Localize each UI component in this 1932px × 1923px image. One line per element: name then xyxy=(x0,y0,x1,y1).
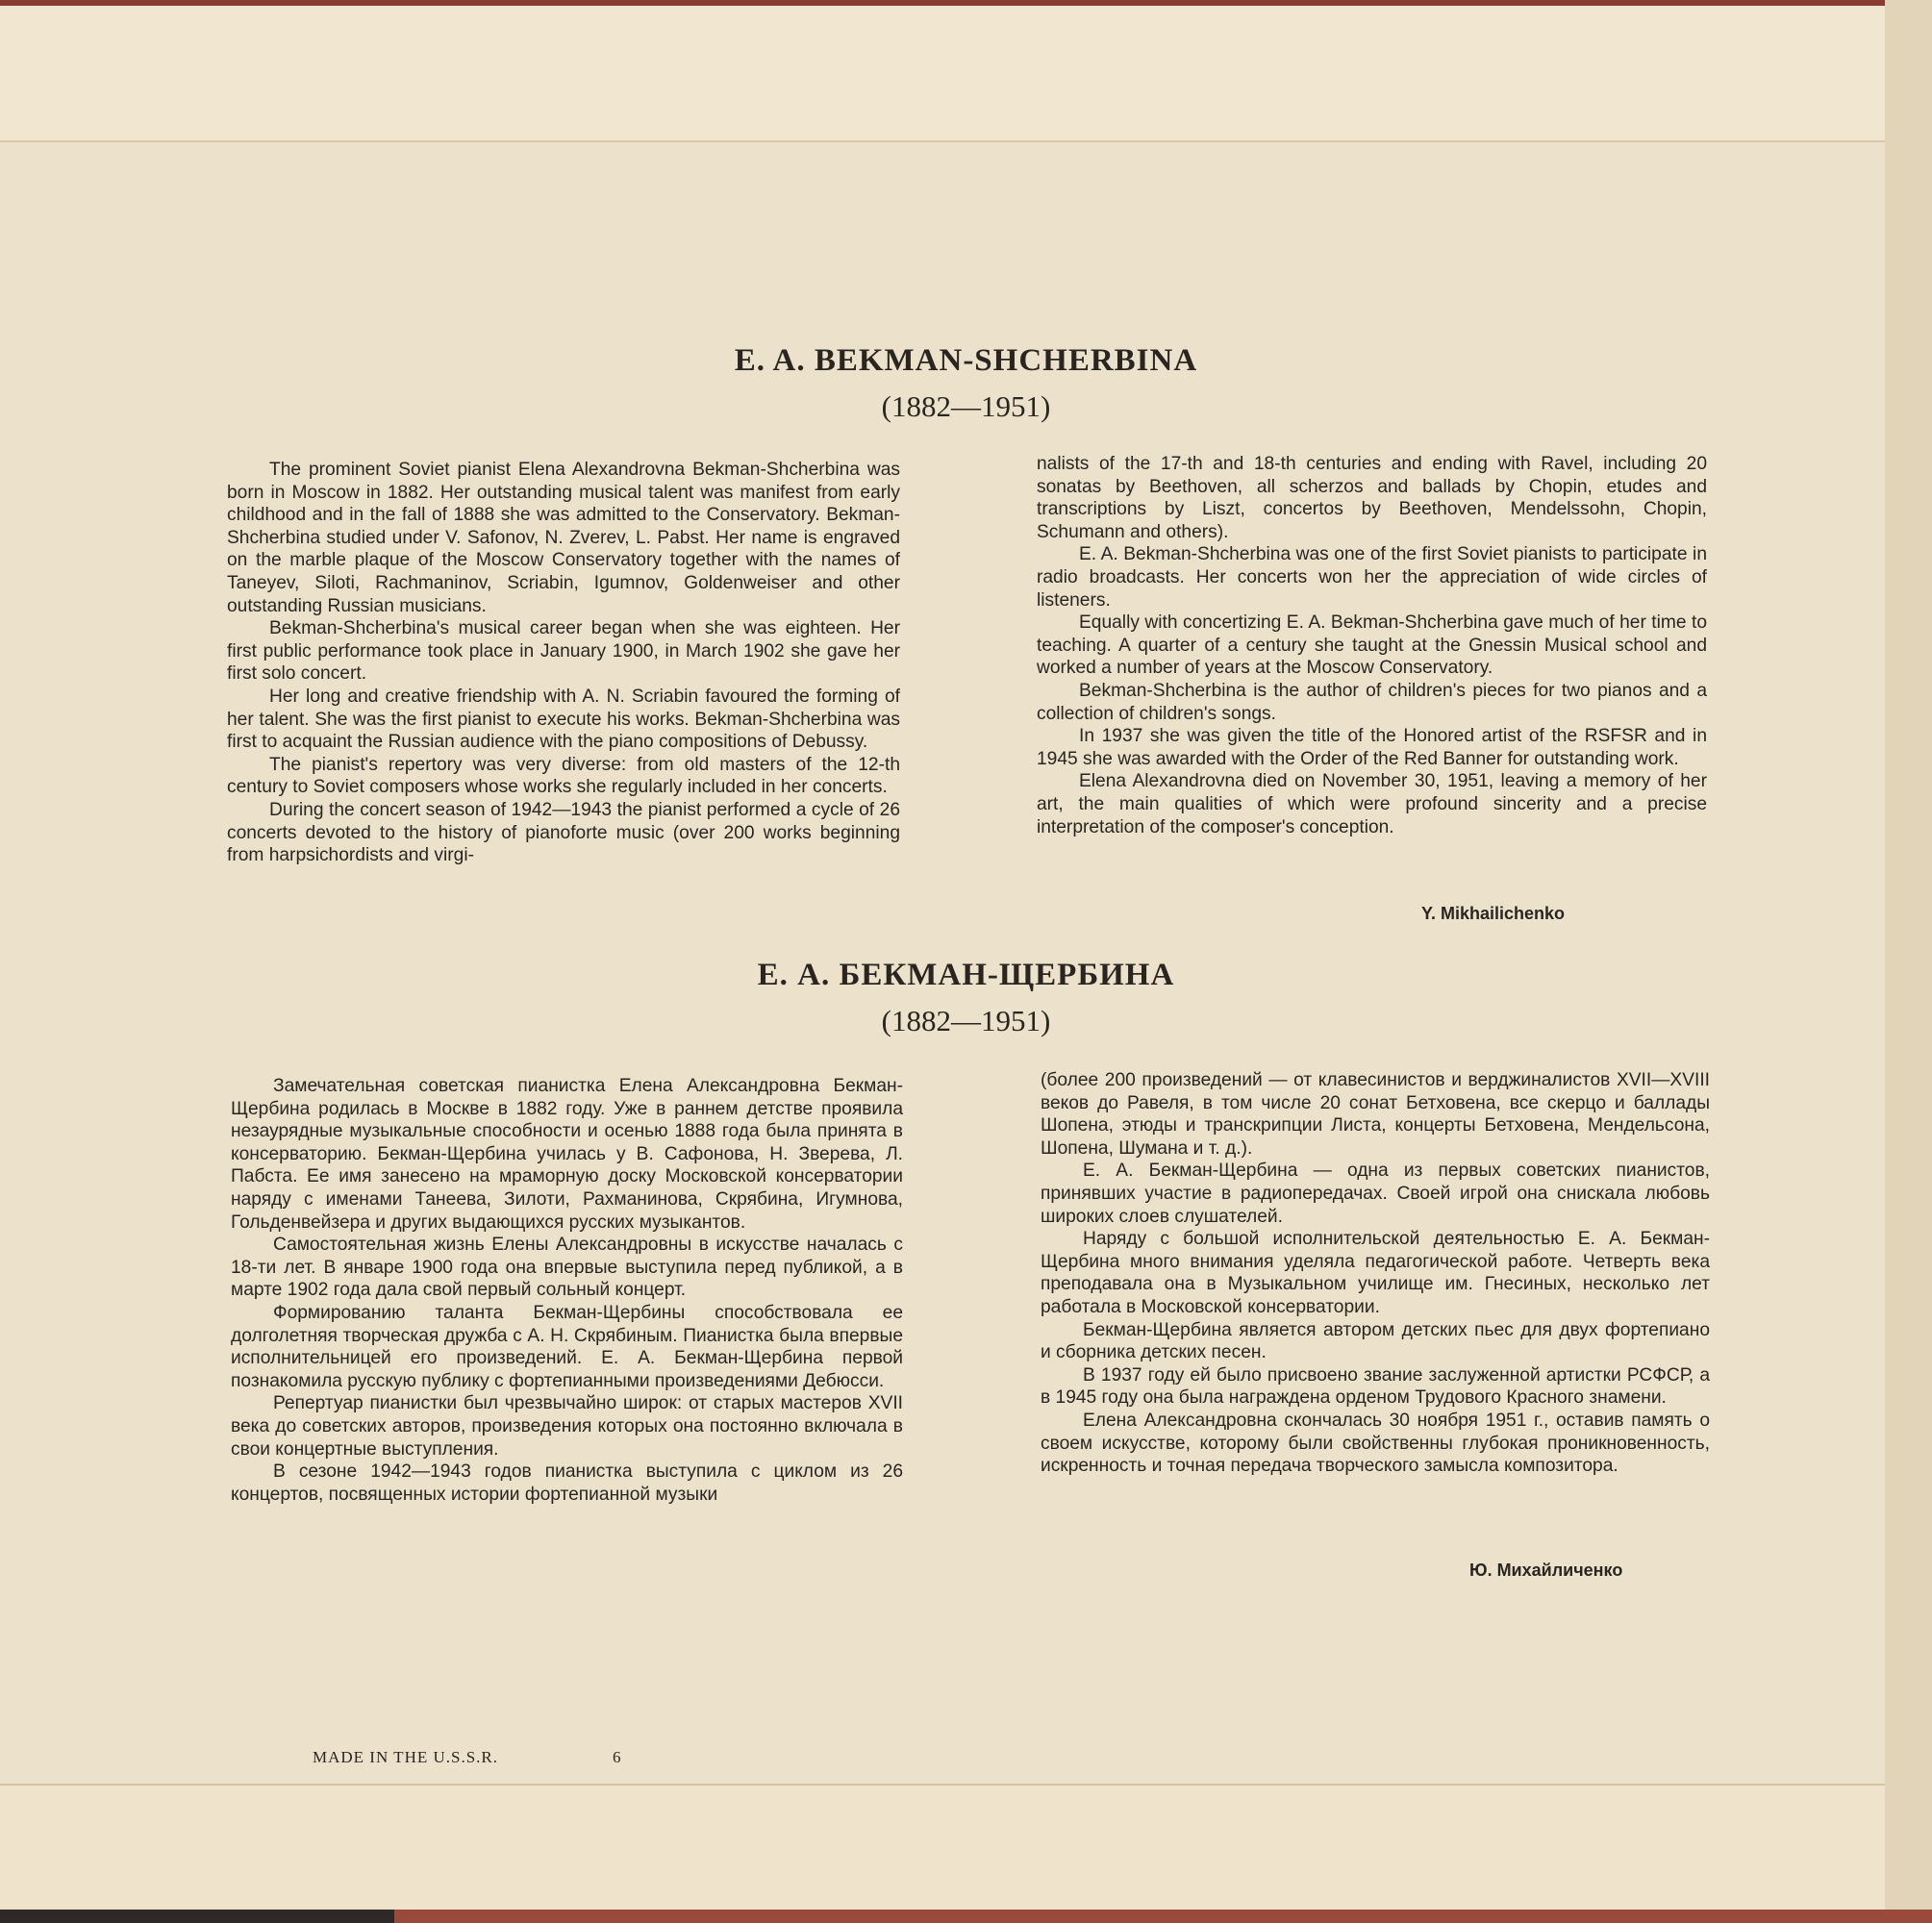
russian-paragraph: Наряду с большой исполнительской деятельностью Е. А. Бекман-Щербина много внимания уделяла педагогической работе. Четверть века преподавала она в Музыкальном училище им. Гнесиных, несколько лет работала в Московской консерватории. xyxy=(1041,1229,1710,1317)
bottom-edge-strip-red xyxy=(394,1910,1932,1923)
russian-paragraph: (более 200 произведений — от клавесинистов и верджиналистов XVII—XVIII веков до Равеля, в том числе 20 сонат Бетховена, все скерцо и баллады Шопена, этюды и транскрипции Листа, концерты Бетховена, Мендельсона, Шопена, Шумана и т. д.). xyxy=(1041,1070,1710,1159)
russian-years: (1882—1951) xyxy=(881,1004,1051,1037)
english-paragraph: Elena Alexandrovna died on November 30, 1951, leaving a memory of her art, the main qualities of which were profound sincerity and a precise interpretation of the composer's conception. xyxy=(1037,771,1707,837)
english-paragraph: Bekman-Shcherbina is the author of children's pieces for two pianos and a collection of children's songs. xyxy=(1037,680,1707,724)
bottom-sleeve-flap xyxy=(0,1784,1885,1915)
russian-signature: Ю. Михайличенко xyxy=(1469,1561,1623,1580)
russian-right-column xyxy=(1041,1069,1710,1478)
top-sleeve-flap xyxy=(0,6,1885,142)
english-paragraph: The prominent Soviet pianist Elena Alexandrovna Bekman-Shcherbina was born in Moscow in 1882. Her outstanding musical talent was manifest from early childhood and in the fall of 1888 she was admitted to the Conservatory. Bekman-Shcherbina studied under V. Safonov, N. Zverev, L. Pabst. Her name is engraved on the marble plaque of the Moscow Conservatory together with the names of Taneyev, Siloti, Rachmaninov, Scriabin, Igumnov, Goldenweiser and other outstanding Russian musicians. xyxy=(227,460,900,616)
russian-paragraph: В 1937 году ей было присвоено звание заслуженной артистки РСФСР, а в 1945 году она была награждена орденом Трудового Красного знамени. xyxy=(1041,1364,1710,1409)
made-in-ussr-label: MADE IN THE U.S.S.R. xyxy=(313,1748,499,1766)
english-paragraph: Equally with concertizing E. A. Bekman-Shcherbina gave much of her time to teaching. A quarter of a century she taught at the Gnessin Musical school and worked a number of years at the Moscow Conservatory. xyxy=(1037,612,1707,679)
english-paragraph: E. A. Bekman-Shcherbina was one of the first Soviet pianists to participate in radio broadcasts. Her concerts won her the appreciation of wide circles of listeners. xyxy=(1037,544,1707,611)
english-right-column xyxy=(1037,453,1707,838)
bottom-edge-strip-dark xyxy=(0,1910,394,1923)
english-years: (1882—1951) xyxy=(881,389,1051,423)
russian-paragraph: Самостоятельная жизнь Елены Александровны в искусстве началась с 18-ти лет. В январе 1900 года она впервые выступила перед публикой, а в марте 1902 года дала свой первый сольный концерт. xyxy=(231,1235,903,1301)
russian-paragraph: Формированию таланта Бекман-Щербины способствовала ее долголетняя творческая дружба с А. Н. Скрябиным. Пианистка была впервые исполнительницей его произведений. Е. А. Бекман-Щербина первой познакомила русскую публику с фортепианными произведениями Дебюсси. xyxy=(231,1302,903,1391)
russian-paragraph: Репертуар пианистки был чрезвычайно широк: от старых мастеров XVII века до советских авторов, произведения которых она постоянно включала в свои концертные выступления. xyxy=(231,1393,903,1460)
english-left-column xyxy=(227,459,900,867)
russian-paragraph: Замечательная советская пианистка Елена Александровна Бекман-Щербина родилась в Москве в 1882 году. Уже в раннем детстве проявила незаурядные музыкальные способности и осенью 1888 года была принята в консерваторию. Бекман-Щербина училась у В. Сафонова, Н. Зверева, Л. Пабста. Ее имя занесено на мраморную доску Московской консерватории наряду с именами Танеева, Зилоти, Рахманинова, Скрябина, Игумнова, Гольденвейзера и других выдающихся русских музыкантов. xyxy=(231,1076,903,1233)
russian-left-column xyxy=(231,1075,903,1506)
english-paragraph: In 1937 she was given the title of the Honored artist of the RSFSR and in 1945 she was awarded with the Order of the Red Banner for outstanding work. xyxy=(1037,726,1707,769)
russian-paragraph: Елена Александровна скончалась 30 ноября 1951 г., оставив память о своем искусстве, которому были свойственны глубокая проникновенность, искренность и точная передача творческого замысла композитора. xyxy=(1041,1410,1710,1477)
english-paragraph: During the concert season of 1942—1943 the pianist performed a cycle of 26 concerts devoted to the history of pianoforte music (over 200 works beginning from harpsichordists and virgi- xyxy=(227,799,900,866)
russian-paragraph: Е. А. Бекман-Щербина — одна из первых советских пианистов, принявших участие в радиопередачах. Своей игрой она снискала любовь широких слоев слушателей. xyxy=(1041,1161,1710,1227)
english-signature: Y. Mikhailichenko xyxy=(1421,904,1566,923)
russian-title: Е. А. БЕКМАН-ЩЕРБИНА xyxy=(757,958,1175,992)
russian-paragraph: Бекман-Щербина является автором детских пьес для двух фортепиано и сборника детских песен. xyxy=(1041,1319,1710,1363)
russian-paragraph: В сезоне 1942—1943 годов пианистка выступила с циклом из 26 концертов, посвященных истории фортепианной музыки xyxy=(231,1461,903,1505)
english-paragraph: Bekman-Shcherbina's musical career began when she was eighteen. Her first public performance took place in January 1900, in March 1902 she gave her first solo concert. xyxy=(227,618,900,685)
english-paragraph: The pianist's repertory was very diverse: from old masters of the 12-th century to Soviet composers whose works she regularly included in her concerts. xyxy=(227,754,900,798)
english-title: E. A. BEKMAN-SHCHERBINA xyxy=(734,343,1198,378)
english-paragraph: Her long and creative friendship with A. N. Scriabin favoured the forming of her talent. She was the first pianist to execute his works. Bekman-Shcherbina was first to acquaint the Russian audience with the piano compositions of Debussy. xyxy=(227,686,900,753)
page-number: 6 xyxy=(613,1748,621,1766)
english-paragraph: nalists of the 17-th and 18-th centuries and ending with Ravel, including 20 sonatas by Beethoven, all scherzos and ballads by Chopin, etudes and transcriptions by Liszt, concertos by Beethoven, Mendelssohn, Chopin, Schumann and others). xyxy=(1037,454,1707,542)
